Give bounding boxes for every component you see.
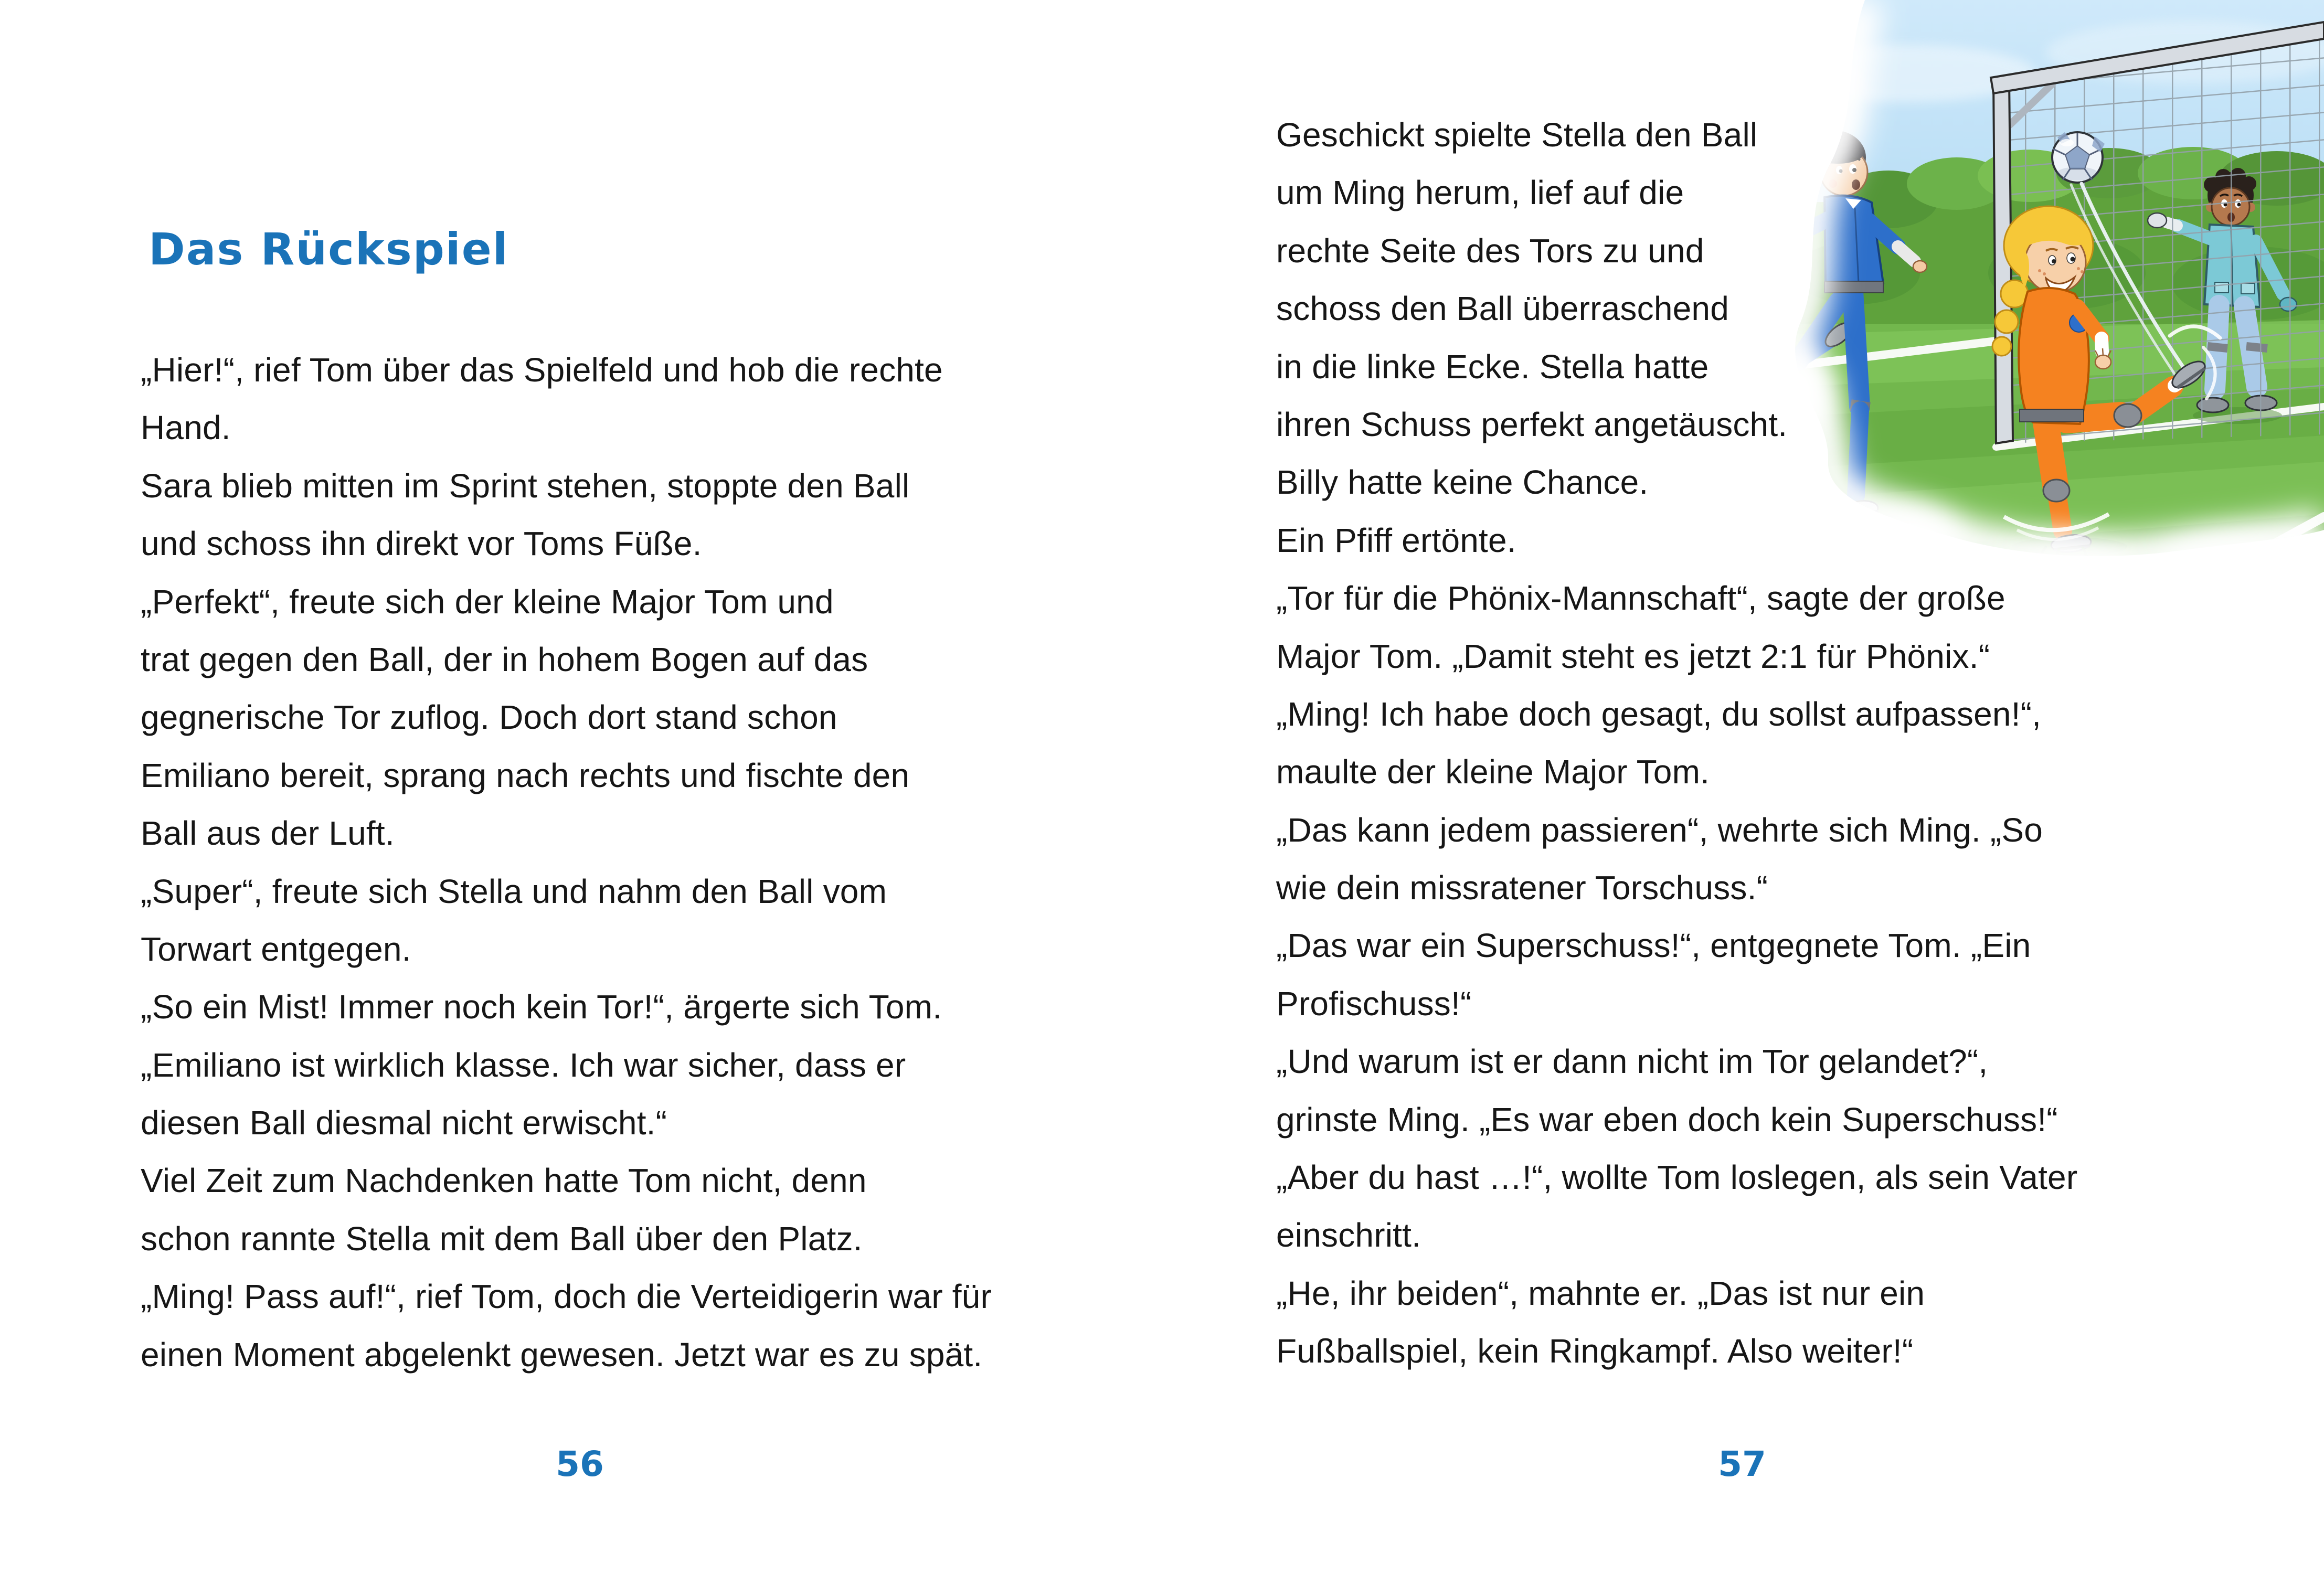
text-line: gegnerische Tor zuflog. Doch dort stand schon <box>141 698 837 737</box>
text-line: „Tor für die Phönix-Mannschaft“, sagte der große <box>1276 579 2005 618</box>
chapter-heading: Das Rückspiel <box>148 224 509 275</box>
text-line: Sara blieb mitten im Sprint stehen, stoppte den Ball <box>141 466 910 505</box>
text-line: schon rannte Stella mit dem Ball über den Platz. <box>141 1219 863 1258</box>
text-line: Emiliano bereit, sprang nach rechts und fischte den <box>141 756 910 794</box>
text-line: maulte der kleine Major Tom. <box>1276 753 1710 791</box>
text-line: „Super“, freute sich Stella und nahm den Ball vom <box>141 872 887 910</box>
text-line: „Ming! Pass auf!“, rief Tom, doch die Verteidigerin war für <box>141 1278 992 1316</box>
right-text-block <box>1276 106 2077 1380</box>
text-line: diesen Ball diesmal nicht erwischt.“ <box>141 1104 667 1142</box>
text-line: um Ming herum, lief auf die <box>1276 174 1684 212</box>
text-line: „Und warum ist er dann nicht im Tor gelandet?“, <box>1276 1043 1988 1081</box>
text-line: wie dein missratener Torschuss.“ <box>1276 869 1768 907</box>
text-line: Viel Zeit zum Nachdenken hatte Tom nicht, denn <box>141 1162 867 1200</box>
text-line: und schoss ihn direkt vor Toms Füße. <box>141 525 702 563</box>
text-line: „Perfekt“, freute sich der kleine Major Tom und <box>141 582 834 621</box>
text-line: einen Moment abgelenkt gewesen. Jetzt war es zu spät. <box>141 1335 983 1374</box>
page-number-left: 56 <box>556 1444 604 1484</box>
text-line: schoss den Ball überraschend <box>1276 290 1729 328</box>
text-line: „So ein Mist! Immer noch kein Tor!“, ärgerte sich Tom. <box>141 988 942 1026</box>
text-line: „He, ihr beiden“, mahnte er. „Das ist nur ein <box>1276 1274 1925 1312</box>
text-line: „Hier!“, rief Tom über das Spielfeld und hob die rechte <box>141 351 943 389</box>
text-line: in die linke Ecke. Stella hatte <box>1276 347 1709 386</box>
text-line: Ein Pfiff ertönte. <box>1276 521 1516 559</box>
text-line: einschritt. <box>1276 1216 1421 1254</box>
text-line: trat gegen den Ball, der in hohem Bogen auf das <box>141 640 868 678</box>
text-line: Billy hatte keine Chance. <box>1276 463 1649 502</box>
text-line: „Emiliano ist wirklich klasse. Ich war sicher, dass er <box>141 1046 906 1084</box>
text-line: Profischuss!“ <box>1276 984 1472 1023</box>
text-line: grinste Ming. „Es war eben doch kein Superschuss!“ <box>1276 1100 2058 1139</box>
text-line: „Das kann jedem passieren“, wehrte sich Ming. „So <box>1276 811 2043 849</box>
text-line: Ball aus der Luft. <box>141 814 395 853</box>
text-line: „Aber du hast …!“, wollte Tom loslegen, als sein Vater <box>1276 1158 2078 1197</box>
text-line: Hand. <box>141 409 231 447</box>
text-line: ihren Schuss perfekt angetäuscht. <box>1276 405 1788 443</box>
text-line: „Das war ein Superschuss!“, entgegnete Tom. „Ein <box>1276 927 2031 965</box>
text-line: Fußballspiel, kein Ringkampf. Also weiter!“ <box>1276 1332 1914 1370</box>
text-line: Torwart entgegen. <box>141 930 411 968</box>
text-line: „Ming! Ich habe doch gesagt, du sollst aufpassen!“, <box>1276 695 2042 733</box>
text-line: Geschickt spielte Stella den Ball <box>1276 116 1758 154</box>
page-number-right: 57 <box>1718 1444 1766 1484</box>
text-line: rechte Seite des Tors zu und <box>1276 231 1704 270</box>
left-text-block <box>141 341 992 1384</box>
text-line: Major Tom. „Damit steht es jetzt 2:1 für Phönix.“ <box>1276 637 1990 675</box>
